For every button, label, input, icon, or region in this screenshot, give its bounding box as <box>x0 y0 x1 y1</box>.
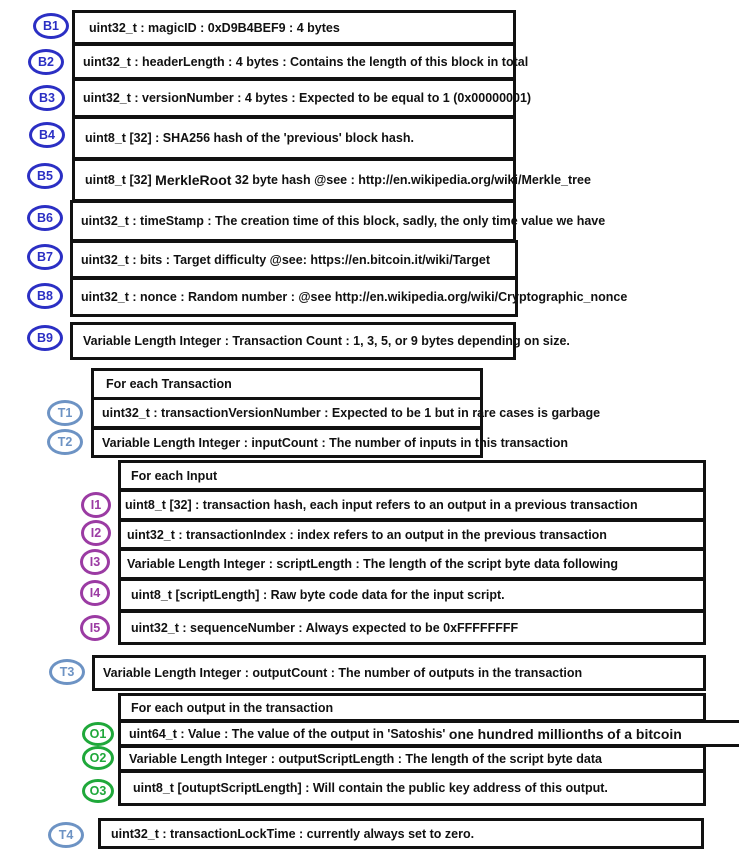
badge-b1: B1 <box>33 13 69 39</box>
section-title: For each Input <box>131 468 218 483</box>
field-o1-value <box>118 720 739 747</box>
field-t2-input-count <box>91 427 568 458</box>
field-t1-version-number <box>91 397 601 429</box>
field-text: uint32_t : transactionLockTime : currently always set to zero. <box>111 826 475 841</box>
field-text-suffix: of a bitcoin <box>607 725 682 742</box>
field-text-suffix: 32 byte hash @see : http://en.wikipedia.org/wiki/Merkle_tree <box>234 173 591 187</box>
field-b6-timestamp <box>70 200 606 242</box>
badge-b7: B7 <box>27 244 63 270</box>
badge-b5: B5 <box>27 163 63 189</box>
field-text: uint32_t : headerLength : 4 bytes : Contains the length of this block in total <box>83 54 529 69</box>
field-text: uint32_t : bits : Target difficulty @see: https://en.bitcoin.it/wiki/Target <box>81 252 490 267</box>
field-b7-bits <box>70 240 518 279</box>
field-i2-transaction-index <box>118 519 706 550</box>
field-text: Variable Length Integer : inputCount : The number of inputs in this transaction <box>102 435 568 450</box>
field-b3-version-number <box>72 78 532 118</box>
badge-i3: I3 <box>80 549 110 575</box>
badge-i1: I1 <box>81 492 111 518</box>
field-b4-prev-block-hash <box>72 116 516 160</box>
field-i5-sequence-number <box>118 610 706 645</box>
field-text-emph: MerkleRoot <box>155 172 232 188</box>
field-text: uint32_t : sequenceNumber : Always expected to be 0xFFFFFFFF <box>131 620 519 635</box>
field-text-emph: one hundred millionths <box>448 725 604 742</box>
badge-b4: B4 <box>29 122 65 148</box>
output-section-header <box>118 693 706 722</box>
badge-t2: T2 <box>47 429 83 455</box>
badge-i2: I2 <box>81 520 111 546</box>
field-text: uint32_t : transactionIndex : index refers to an output in the previous transaction <box>127 527 607 542</box>
field-text: Variable Length Integer : Transaction Count : 1, 3, 5, or 9 bytes depending on size. <box>83 334 570 348</box>
field-i1-transaction-hash <box>118 489 706 521</box>
badge-t1: T1 <box>47 400 83 426</box>
field-text: uint32_t : versionNumber : 4 bytes : Expected to be equal to 1 (0x00000001) <box>83 91 532 105</box>
field-text: uint32_t : magicID : 0xD9B4BEF9 : 4 bytes <box>89 20 340 35</box>
field-text: uint32_t : timeStamp : The creation time of this block, sadly, the only time value we have <box>81 214 606 228</box>
badge-b6: B6 <box>27 205 63 231</box>
badge-b3: B3 <box>29 85 65 111</box>
field-text: uint32_t : nonce : Random number : @see http://en.wikipedia.org/wiki/Cryptographic_nonce <box>81 290 628 304</box>
badge-t4: T4 <box>48 822 84 848</box>
field-i3-script-length <box>118 548 706 580</box>
section-title: For each output in the transaction <box>131 700 334 715</box>
badge-o1: O1 <box>82 722 114 746</box>
field-text: Variable Length Integer : outputScriptLength : The length of the script byte data <box>129 751 602 766</box>
field-text: uint8_t [scriptLength] : Raw byte code data for the input script. <box>131 588 505 602</box>
field-b2-header-length <box>72 43 529 80</box>
badge-b9: B9 <box>27 325 63 351</box>
field-b5-merkle-root <box>72 158 591 202</box>
badge-t3: T3 <box>49 659 85 685</box>
transaction-section-header <box>91 368 483 400</box>
field-text: uint8_t [32] : transaction hash, each input refers to an output in a previous transaction <box>125 498 638 512</box>
badge-b2: B2 <box>28 49 64 75</box>
field-text: uint32_t : transactionVersionNumber : Expected to be 1 but in rare cases is garbage <box>102 406 601 420</box>
field-b1-magic-id <box>72 10 516 45</box>
field-b8-nonce <box>70 277 628 317</box>
field-o3-output-script <box>118 770 706 806</box>
field-text: uint8_t [32] : SHA256 hash of the 'previous' block hash. <box>85 131 414 145</box>
field-t4-lock-time <box>98 818 704 849</box>
badge-i4: I4 <box>80 580 110 606</box>
field-text: uint8_t [outuptScriptLength] : Will contain the public key address of this output. <box>133 781 608 795</box>
badge-o3: O3 <box>82 779 114 803</box>
field-b9-transaction-count <box>70 322 570 360</box>
field-t3-output-count <box>92 655 706 691</box>
badge-o2: O2 <box>82 746 114 770</box>
field-text: Variable Length Integer : outputCount : The number of outputs in the transaction <box>103 666 583 680</box>
field-text-prefix: uint64_t : Value : The value of the output in 'Satoshis' <box>129 726 446 741</box>
section-title: For each Transaction <box>106 377 232 391</box>
badge-i5: I5 <box>80 615 110 641</box>
badge-b8: B8 <box>27 283 63 309</box>
field-o2-output-script-length <box>118 745 706 772</box>
field-text: Variable Length Integer : scriptLength : The length of the script byte data following <box>127 557 619 571</box>
field-text-prefix: uint8_t [32] <box>85 173 152 187</box>
field-i4-script-data <box>118 578 706 612</box>
input-section-header <box>118 460 706 491</box>
